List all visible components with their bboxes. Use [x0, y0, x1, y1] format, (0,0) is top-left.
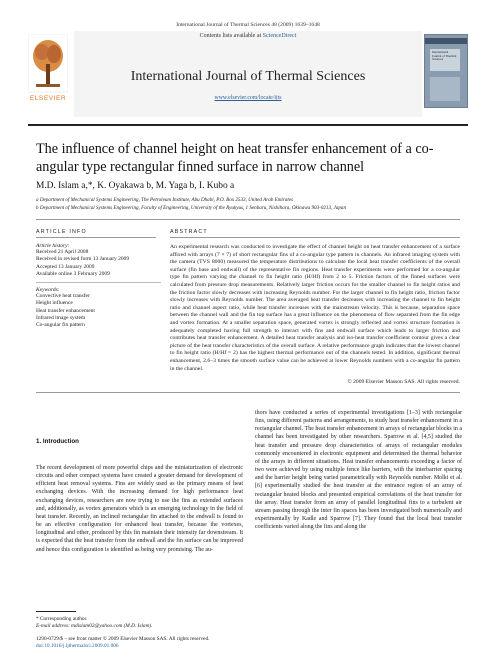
history-label: Article history:	[36, 243, 70, 249]
author-list: M.D. Islam a,*, K. Oyakawa b, M. Yaga b, I. Kubo a	[36, 181, 235, 191]
cover-title: International Journal of Thermal Sciences	[432, 50, 457, 62]
keyword: Co-angular fin pattern	[36, 322, 85, 329]
keyword: Heat transfer enhancement	[36, 307, 95, 314]
cover-title-block	[430, 49, 460, 71]
masthead	[28, 31, 468, 121]
article-info-heading: ARTICLE INFO	[36, 229, 87, 235]
body-column-right: thors have conducted a series of experimental investigations [1–3] with rectangular fins, using different patterns and arrangements, to study heat transfer enhancement in a rectangular channel. The heat transfer enhancement in arrays of rectangular blocks in a channel has been investigated by other researchers. Sparrow et al. [4,5] studied the heat transfer and pressure drop characteristics of arrays of rectangular modules commonly encountered in electronic equipment and determined the thermal behavior of the arrays in different situations. Heat transfer enhancements exceeding a factor of two were achieved by using multiple fence like barriers, with the interbarrier spacing and the barrier height being varied parametrically with Reynolds number. Molki et al. [6] experimentally studied the heat transfer at the entrance region of an array of rectangular heated blocks and presented empirical correlations of the heat transfer for the array. Heat transfer from an array of parallel longitudinal fins to a turbulent air stream passing through the inter fin spaces has been investigated both numerically and experimentally by Kadle and Sparrow [7]. They found that the local heat transfer coefficients varied along the fins and along the	[255, 410, 462, 531]
history-item: Received 21 April 2008	[36, 249, 89, 255]
divider	[36, 392, 460, 393]
contents-line	[74, 33, 422, 39]
cover-band	[425, 38, 467, 44]
publisher-name: ELSEVIER	[29, 95, 67, 102]
masthead-rule	[28, 124, 468, 126]
article-title: The influence of channel height on heat transfer enhancement of a co-angular type rectangular finned surface in narrow channel	[36, 141, 434, 175]
keyword: Convective heat transfer	[36, 293, 90, 300]
history-item: Accepted 13 January 2009	[36, 263, 95, 270]
affiliation-a: a Department of Mechanical Systems Engineering, The Petroleum Institute, Abu Dhabi, P.O. Box 2533, United Arab Emirates	[36, 197, 294, 203]
affiliation-b: b Department of Mechanical Systems Engineering, Faculty of Engineering, University of the Ryukyus, 1 Senbaru, Nishihara, Okinawa 903-0213, Japan	[36, 205, 347, 211]
abstract-heading: ABSTRACT	[170, 229, 208, 235]
divider	[170, 237, 460, 238]
article-info	[36, 243, 161, 330]
masthead-banner	[74, 31, 422, 117]
doi-link[interactable]: doi:10.1016/j.ijthermalsci.2009.01.006	[36, 643, 119, 649]
email-text: E-mail address: mdislam02@yahoo.com (M.D. Islam).	[36, 623, 153, 629]
history-item: Received in revised form 13 January 2009	[36, 256, 130, 263]
copyright: © 2009 Elsevier Masson SAS. All rights reserved.	[347, 379, 460, 385]
keyword: Infrared image system	[36, 315, 86, 322]
running-header: International Journal of Thermal Sciences 48 (2009) 1639–1648	[176, 22, 320, 28]
cover-image-block	[430, 77, 460, 101]
divider	[36, 282, 161, 283]
body-column-left: The recent development of more powerful chips and the miniaturization of electronic circuits and other compact systems have created a greater demand for development of efficient heat removal systems. Fins are widely used as the primary means of heat exchanging devices. With the increasing demand for high performance heat exchanging devices, researchers are now trying to use the fins as extended surfaces and, additionally, as vortex generators which is an emerging technology in the field of heat transfer. Recently, an inclined rectangular fin attached to the endwall is found to be an effective configuration for enhanced heat transfer, because the vortexes, longitudinal and other, produced by this fin maintain their intensity far downstream. It is expected that the heat transfer from the endwall and the fin surface can be improved and hence this configuration is identified as being very promising. The au-	[36, 465, 243, 553]
issn-line: 1290-0729/$ – see front matter © 2009 Elsevier Masson SAS. All rights reserved.	[36, 636, 210, 642]
journal-homepage-link[interactable]: www.elsevier.com/locate/ijts	[214, 95, 282, 101]
footnote-email	[36, 623, 246, 629]
keywords-label: Keywords:	[36, 287, 60, 294]
journal-title: International Journal of Thermal Sciences	[130, 69, 366, 84]
journal-cover-image	[424, 34, 468, 108]
keyword: Height influence	[36, 300, 73, 307]
footnote-rule	[36, 611, 76, 612]
divider	[36, 219, 460, 220]
contents-prefix: Contents lists available at	[199, 33, 263, 39]
section-heading: 1. Introduction	[36, 438, 79, 445]
divider	[36, 237, 156, 238]
sciencedirect-link[interactable]: ScienceDirect	[262, 33, 297, 39]
history-item: Available online 3 February 2009	[36, 270, 110, 277]
elsevier-logo	[28, 34, 68, 106]
abstract-text: An experimental research was conducted to investigate the effect of channel height on heat transfer enhancement of a surface affixed with arrays (7 × 7) of short rectangular fins of a co-angular type pattern in channels. An infrared imaging system with the camera (TVS 8000) measured the temperature distributions to calculate the local heat transfer coefficients of the overall surface (fin base and endwall) of the representative fin regions. Heat transfer experiments were performed for a co-angular type fin pattern varying the channel to fin height ratio (H/Hf) from 2 to 5. Friction factors of the finned surfaces were calculated from pressure drop measurements. Relatively larger friction occurs for the smaller channel to fin height ratios and the friction factor slowly decreases with increasing Reynolds number. For the larger channel to fin height ratio, friction factor slowly increases with Reynolds number. The area averaged heat transfer decreases with increasing the channel to fin height ratio and channel aspect ratio, while heat transfer increases with the mainstream velocity. This is because, separation space between the channel wall and the fin top surface has a great influence on the phenomena of flow separated from the fin edge and vortex formation. At a smaller separation space, generated vortex is strongly reflected and vortex structure formation is adequately completed having full strength to interact with fins and endwall surface which leads to larger friction and contributes heat transfer enhancement. A detailed heat transfer analysis and iso-heat transfer coefficient contour gives a clear picture of the heat transfer characteristics of the overall surface. A relative performance graph indicates that the lowest channel to fin height ratio (H/Hf = 2) has the highest thermal performance out of the channels tested. In addition, significant thermal enhancement, 2.6–3 times the smooth surface value can be achieved at lower Reynolds numbers with a co-angular fin pattern in the channel.	[170, 244, 460, 372]
footnote-corresponding: * Corresponding author.	[36, 616, 88, 622]
